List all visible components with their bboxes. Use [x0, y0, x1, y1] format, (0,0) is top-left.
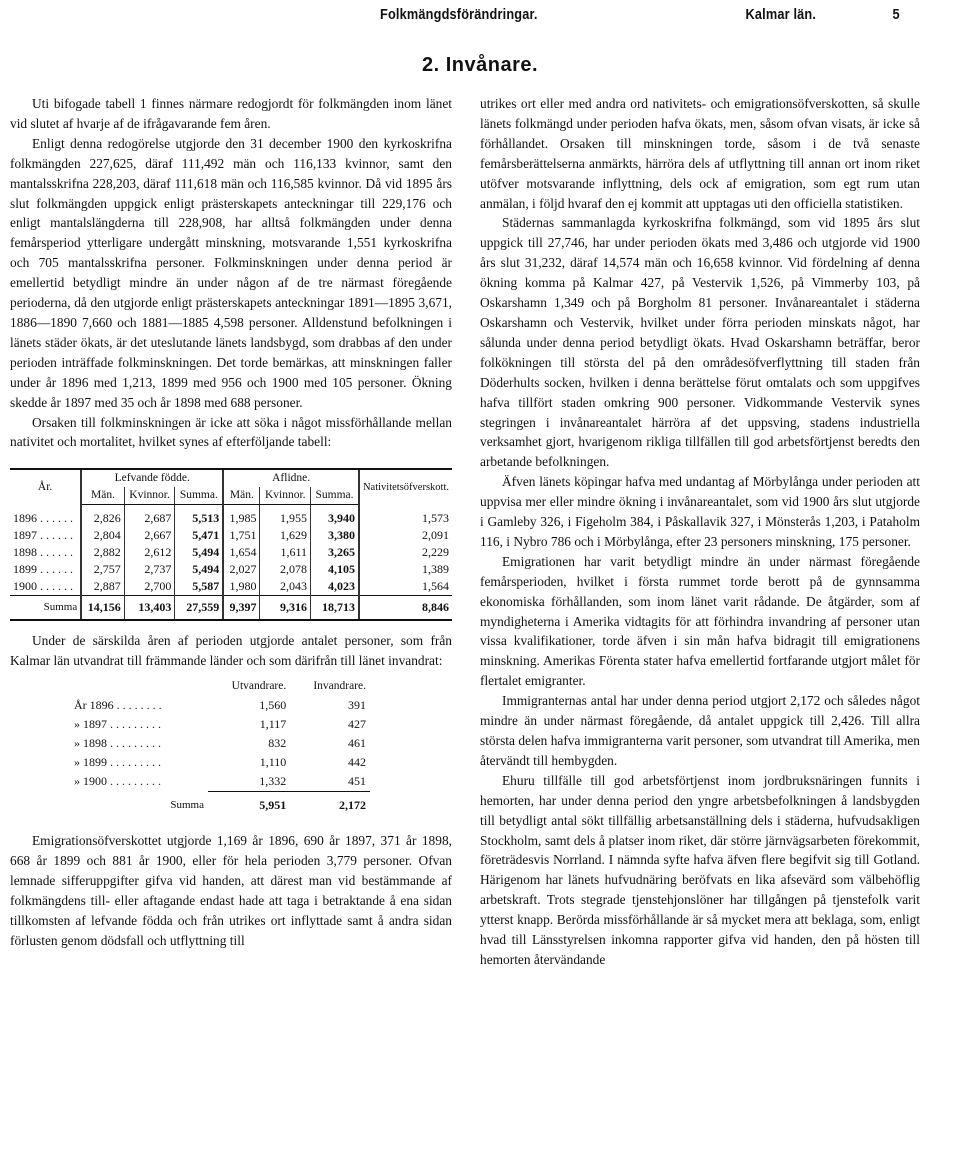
cell: 1,654	[223, 544, 260, 561]
cell: 2,229	[359, 544, 452, 561]
sum-label: Summa	[170, 798, 204, 811]
cell: 2,826	[81, 505, 124, 528]
cell: 3,265	[311, 544, 359, 561]
cell: 2,078	[260, 561, 311, 578]
table-row: År 1896 . . . . . . . . 1,560 391	[70, 696, 370, 715]
cell: 9,316	[260, 596, 311, 621]
col-header-year: År.	[10, 469, 81, 505]
row-year: 1900	[13, 579, 37, 594]
paragraph: Enligt denna redogörelse utgjorde den 31 december 1900 den kyrkoskrifna folkmängden 227,625, däraf 111,492 män och 116,133 kvinnor, samt den mantalsskrifna 228,203, däraf 111,618 män och 116,585 kvinnor. Då vid 1895 års slut folkmängden uppgick enligt prästerskapets anteckningar till 229,176 och enligt mantalslängderna till 228,908, har alltså folkmängden under denna femårsperiod ytterligare undergått minskning, motsvarande 1,551 kyrkoskrifna och 705 mantalsskrifna personer. Folkminskningen under denna period är emellertid betydligt mindre än under någon af de tre närmast föregående perioderna, då den utgjorde enligt prästerskapets anteckningar 1891—1895 3,671, 1886—1890 7,660 och 1881—1885 4,598 personer. Alldenstund befolkningen i länets städer ökats, är det uteslutande länets landsbygd, som drabbas af den under perioden inträffade folkminskningen. Det torde bemärkas, att minskningen faller under år 1896 med 1,213, 1899 med 956 och 1900 med 105 personer. Ökning skedde år 1897 med 35 och år 1898 med 688 personer.	[10, 135, 452, 410]
cell: 4,105	[311, 561, 359, 578]
paragraph: Under de särskilda åren af perioden utgjorde antalet personer, som från Kalmar län utvandrat till främmande länder och som därifrån till länet invandrat:	[10, 633, 452, 669]
row-label: » 1898	[74, 736, 107, 751]
cell: 5,494	[175, 561, 223, 578]
cell: 2,737	[124, 561, 175, 578]
sum-label: Summa	[10, 596, 81, 621]
running-header	[380, 6, 900, 28]
cell: 18,713	[311, 596, 359, 621]
col-header-dead: Aflidne.	[223, 469, 359, 487]
col-header-women: Kvinnor.	[260, 487, 311, 505]
cell: 14,156	[81, 596, 124, 621]
paragraph: Uti bifogade tabell 1 finnes närmare redogjordt för folkmängden inom länet vid slutet af hvarje af de ifrågavarande fem åren.	[10, 96, 452, 131]
cell: 1,573	[359, 505, 452, 528]
section-title: 2. Invånare.	[421, 54, 539, 76]
table-row: 1900 . . . . . . 2,887 2,700 5,587 1,980 2,043 4,023 1,564	[10, 578, 452, 596]
col-header-surplus: Nativitetsöfverskott.	[359, 469, 452, 505]
cell: 2,027	[223, 561, 260, 578]
cell: 8,846	[359, 596, 452, 621]
cell: 5,587	[175, 578, 223, 596]
cell: 2,887	[81, 578, 124, 596]
paragraph: Emigrationen har varit betydligt mindre än under närmast föregående femårsperioden, hvilket i första rummet torde berott på de gynnsamma ekonomiska förhållanden, som inom länet varit rådande. De åtgärder, som af myndigheterna i Amerika vidtagits för att förhindra invandring af personer utan vissa kvalifikationer, torde äfven i sin mån hafva bidragit till emigrationens minskning. Amerikas Förenta stater hafva emellertid fortfarande utgjort målet för flertalet emigranter.	[480, 553, 920, 689]
cell: 2,043	[260, 578, 311, 596]
table-row: » 1898 . . . . . . . . . 832 461	[70, 734, 370, 753]
row-year: 1897	[13, 528, 37, 543]
cell: 1,751	[223, 527, 260, 544]
row-label: » 1899	[74, 755, 107, 770]
paragraph: Emigrationsöfverskottet utgjorde 1,169 år 1896, 690 år 1897, 371 år 1898, 668 år 1899 och 881 år 1900, eller för hela perioden 3,779 personer. Ofvan lemnade sifferuppgifter gifva vid handen, att därest man vid bestämmande af folkmängdens till- eller aftagande endast hade att taga i betraktande å ena sidan tillkomsten af lefvande födda och från utrikes ort inflyttade samt å andra sidan förlusten genom dödsfall och utflyttning till	[10, 833, 452, 948]
table-row: 1896 . . . . . . 2,826 2,687 5,513 1,985 1,955 3,940 1,573	[10, 505, 452, 528]
col-header-women: Kvinnor.	[124, 487, 175, 505]
cell: 1,110	[259, 755, 287, 770]
col-header-immigrants: Invandrare.	[313, 680, 366, 693]
col-header-men: Män.	[81, 487, 124, 505]
right-column	[480, 94, 920, 970]
cell: 2,612	[124, 544, 175, 561]
cell: 2,091	[359, 527, 452, 544]
table-row: » 1900 . . . . . . . . . 1,332 451	[70, 772, 370, 792]
cell: 832	[268, 736, 287, 751]
cell: 1,611	[260, 544, 311, 561]
cell: 2,804	[81, 527, 124, 544]
cell: 13,403	[124, 596, 175, 621]
cell: 2,882	[81, 544, 124, 561]
cell: 5,471	[175, 527, 223, 544]
cell: 3,380	[311, 527, 359, 544]
cell: 1,117	[259, 717, 287, 732]
table-sum-row	[70, 792, 370, 816]
row-year: 1896	[13, 511, 37, 526]
table-row: » 1897 . . . . . . . . . 1,117 427	[70, 715, 370, 734]
cell: 2,172	[290, 792, 370, 816]
paragraph: Immigranternas antal har under denna period utgjort 2,172 och således något mindre än under närmast föregående, då antalet uppgick till 2,426. Till allra största delen hafva immigranterna varit personer, som utvandrat till Amerika, men återvändt till hembygden.	[480, 693, 920, 768]
cell: 1,389	[359, 561, 452, 578]
cell: 3,940	[311, 505, 359, 528]
table-sum-row	[10, 596, 452, 621]
row-label: » 1897	[74, 717, 107, 732]
cell: 1,980	[223, 578, 260, 596]
paragraph: Städernas sammanlagda kyrkoskrifna folkmängd, som vid 1895 års slut uppgick till 27,746, har under perioden ökats med 3,486 och utgjorde vid 1900 års slut 31,232, däraf 14,574 män och 16,658 kvinnor. Vid fördelning af denna ökning komma på Kalmar 427, på Vestervik 1,526, på Vimmerby 103, på Oskarshamn 1,349 och på Borgholm 81 personer. Invånareantalet i städerna Oskarshamn och Vestervik, hvilket under förra perioden minskats något, har sålunda under denna period betydligt ökats. Hvad Oskarshamn beträffar, beror folkökningen till största del på den områdesöfverflyttning till staden från Döderhults socken, hvilken i denna berättelse förut omtalats och som uppgifves hafva tillfört staden omkring 900 personer. Vidkommande Vestervik synes stegringen i invånareantalet härröra af det uppsving, stadens industriella verksamhet gjort, hvarigenom rikliga tillfällen till god arbetsförtjenst beredts den arbetande befolkningen.	[480, 215, 920, 470]
cell: 1,564	[359, 578, 452, 596]
cell: 27,559	[175, 596, 223, 621]
page-number: 5	[892, 6, 900, 23]
header-title: Folkmängdsförändringar.	[380, 6, 538, 23]
cell: 2,687	[124, 505, 175, 528]
cell: 2,757	[81, 561, 124, 578]
paragraph: Äfven länets köpingar hafva med undantag af Mörbylånga under perioden att uppvisa mer eller mindre ökning i invånareantalet, som vid 1900 års slut utgjorde i Gamleby 326, i Figeholm 384, i Påskallavik 327, i Mönsterås 1,203, i Pataholm 116, i Nybro 786 och i Mörbylånga, efter 23 personers minskning, 175 personer.	[480, 474, 920, 549]
table-row: 1899 . . . . . . 2,757 2,737 5,494 2,027 2,078 4,105 1,389	[10, 561, 452, 578]
table-row: 1898 . . . . . . 2,882 2,612 5,494 1,654 1,611 3,265 2,229	[10, 544, 452, 561]
population-table	[10, 468, 452, 621]
cell: 1,629	[260, 527, 311, 544]
col-header-born: Lefvande födde.	[81, 469, 223, 487]
migration-table	[70, 677, 370, 815]
cell: 5,494	[175, 544, 223, 561]
cell: 461	[348, 736, 366, 751]
cell: 2,700	[124, 578, 175, 596]
cell: 9,397	[223, 596, 260, 621]
cell: 5,951	[208, 792, 290, 816]
row-label: » 1900	[74, 774, 107, 789]
col-header-total: Summa.	[311, 487, 359, 505]
cell: 391	[348, 698, 366, 713]
paragraph: utrikes ort eller med andra ord nativitets- och emigrationsöfverskotten, så skulle länets folkmängd under perioden hafva ökats, men, såsom ofvan visats, är icke så förhållandet. Orsaken till minskningen torde, såsom i de två senaste femårsberättelserna anmärkts, härröra dels af utflyttning till annan ort inom riket utöfver motsvarande inflyttning, dels ock af emigration, som egt rum utan anmälan, i följd hvaraf den ej kommit att upptagas uti den officiella statistiken.	[480, 96, 920, 211]
row-year: 1898	[13, 545, 37, 560]
cell: 4,023	[311, 578, 359, 596]
cell: 1,985	[223, 505, 260, 528]
col-header-emigrants: Utvandrare.	[231, 680, 287, 693]
paragraph: Orsaken till folkminskningen är icke att söka i något missförhållande mellan nativitet och mortalitet, hvilket synes af efterföljande tabell:	[10, 414, 452, 450]
cell: 2,667	[124, 527, 175, 544]
row-year: 1899	[13, 562, 37, 577]
col-header-total: Summa.	[175, 487, 223, 505]
table-row: » 1899 . . . . . . . . . 1,110 442	[70, 753, 370, 772]
cell: 451	[348, 774, 366, 789]
left-column	[10, 94, 452, 951]
cell: 442	[348, 755, 366, 770]
row-label: År 1896	[74, 698, 114, 713]
cell: 1,560	[259, 698, 287, 713]
header-county: Kalmar län.	[745, 6, 817, 23]
cell: 427	[348, 717, 366, 732]
cell: 5,513	[175, 505, 223, 528]
col-header-men: Män.	[223, 487, 260, 505]
cell: 1,955	[260, 505, 311, 528]
paragraph: Ehuru tillfälle till god arbetsförtjenst inom jordbruksnäringen funnits i hemorten, har under denna period den yngre arbetsbefolkningen å landsbygden till betydligt antal sökt tillfällig arbetsanställning dels i städerna, hufvudsakligen Stockholm, samt dels å platser inom riket, där större järnvägsarbeten förekommit, företrädesvis Norrland. I nämnda syfte hafva äfven flere begifvit sig till Gotland. Härigenom har länets hufvudnäring beröfvats en lika afsevärd som välbehöflig arbetskraft. Trots stegrade tjenstehjonslöner har tillgången på tjenstefolk varit ytterst knapp. Berörda missförhållande är så mycket mera att beklaga, som, enligt hvad till Länsstyrelsen inkomna rapporter gifva vid handen, den på hösten till hemorten återvändande	[480, 772, 920, 967]
table-row: 1897 . . . . . . 2,804 2,667 5,471 1,751 1,629 3,380 2,091	[10, 527, 452, 544]
cell: 1,332	[259, 774, 287, 789]
